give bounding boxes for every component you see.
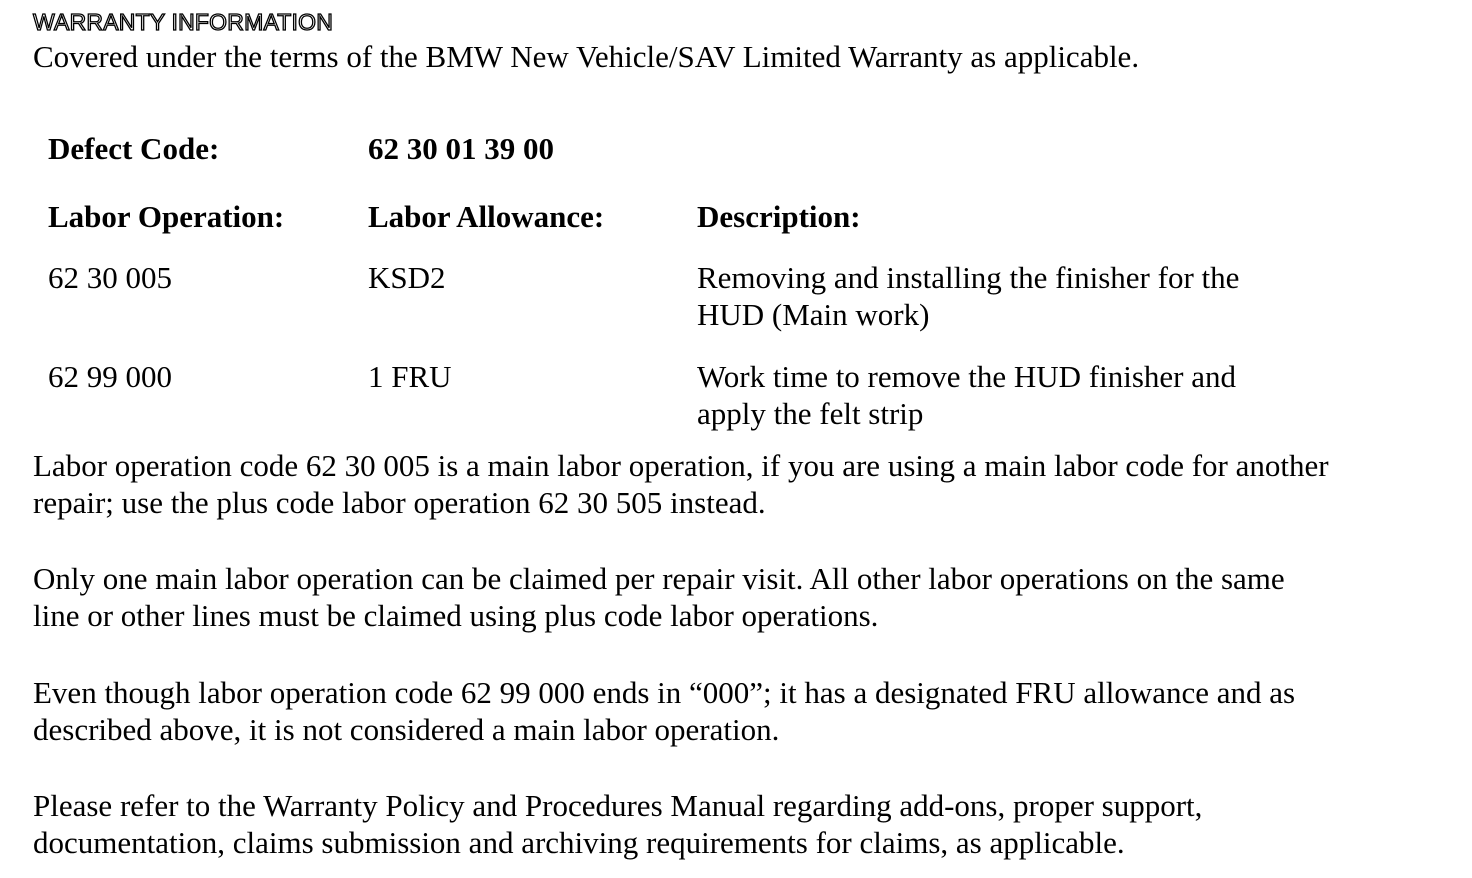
row2-labor-allowance: 1 FRU: [368, 359, 452, 394]
defect-code-label: Defect Code:: [48, 131, 220, 166]
row2-description-line1: Work time to remove the HUD finisher and: [697, 359, 1237, 394]
row1-description-line2: HUD (Main work): [697, 297, 930, 332]
row1-labor-allowance: KSD2: [368, 260, 446, 295]
note-one-main-operation-line1: Only one main labor operation can be claimed per repair visit. All other labor operations on the same: [33, 561, 1285, 596]
note-main-labor-line1: Labor operation code 62 30 005 is a main labor operation, if you are using a main labor code for another: [33, 448, 1329, 483]
row2-labor-operation: 62 99 000: [48, 359, 172, 394]
coverage-text: Covered under the terms of the BMW New Vehicle/SAV Limited Warranty as applicable.: [33, 39, 1140, 74]
note-one-main-operation-line2: line or other lines must be claimed using plus code labor operations.: [33, 598, 879, 633]
note-fru-allowance-line2: described above, it is not considered a main labor operation.: [33, 712, 780, 747]
section-heading: WARRANTY INFORMATION: [33, 9, 334, 35]
note-main-labor-line2: repair; use the plus code labor operation 62 30 505 instead.: [33, 485, 766, 520]
header-labor-operation: Labor Operation:: [48, 199, 285, 234]
row1-labor-operation: 62 30 005: [48, 260, 172, 295]
note-policy-manual-line1: Please refer to the Warranty Policy and Procedures Manual regarding add-ons, proper support,: [33, 788, 1203, 823]
row2-description-line2: apply the felt strip: [697, 396, 924, 431]
note-fru-allowance-line1: Even though labor operation code 62 99 000 ends in “000”; it has a designated FRU allowance and as: [33, 675, 1296, 710]
defect-code-value: 62 30 01 39 00: [368, 131, 554, 166]
header-labor-allowance: Labor Allowance:: [368, 199, 605, 234]
note-policy-manual-line2: documentation, claims submission and archiving requirements for claims, as applicable.: [33, 825, 1125, 860]
header-description: Description:: [697, 199, 861, 234]
row1-description-line1: Removing and installing the finisher for the: [697, 260, 1240, 295]
